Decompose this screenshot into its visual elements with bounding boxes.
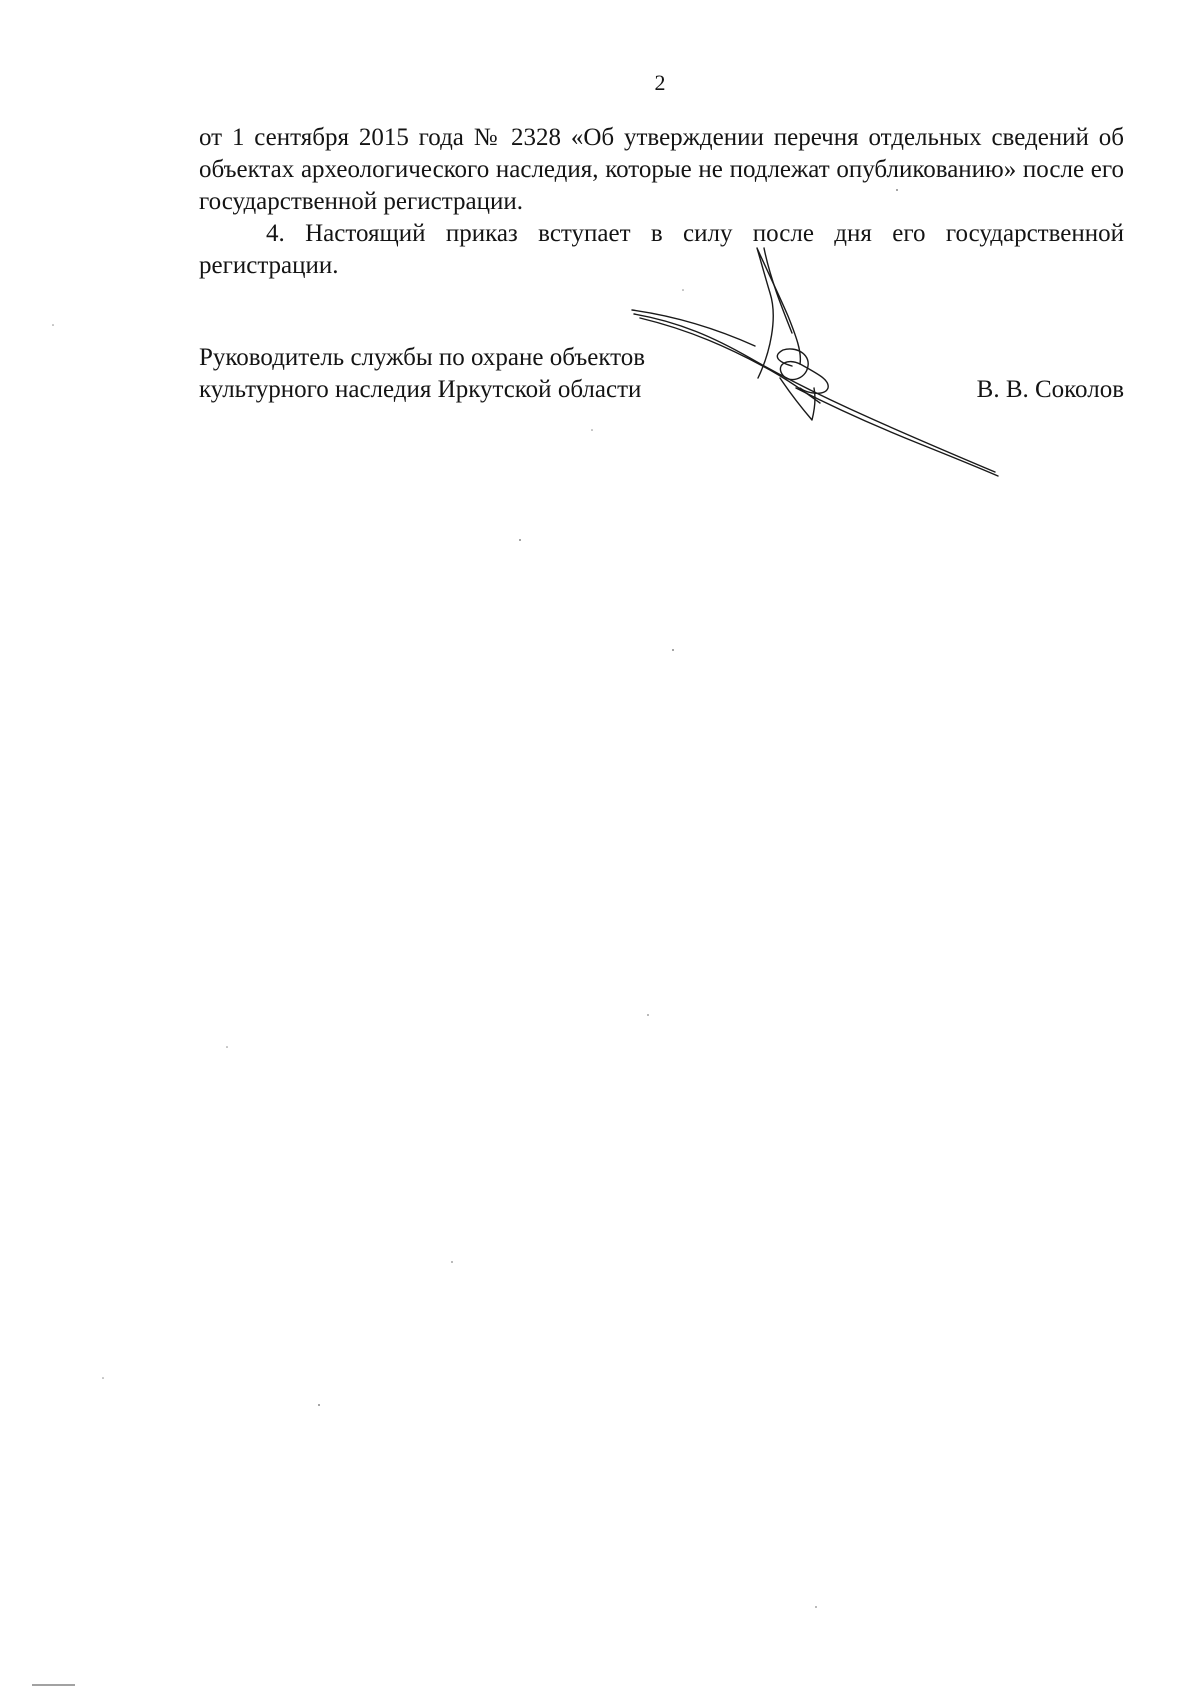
signatory-position-line-2: культурного наследия Иркутской области bbox=[199, 376, 642, 403]
signatory-position bbox=[199, 342, 645, 406]
signatory-position-line-1: Руководитель службы по охране объектов bbox=[199, 344, 646, 371]
paragraph-item-4: 4. Настоящий приказ вступает в силу после дня его государственной регистрации. bbox=[199, 220, 1124, 279]
handwritten-signature bbox=[620, 238, 1000, 518]
paragraph-continuation: от 1 сентября 2015 года № 2328 «Об утверждении перечня отдельных сведений об объектах археологического наследия, которые не подлежат опубликованию» после его государственной регистрации. bbox=[199, 124, 1124, 215]
page-number: 2 bbox=[654, 70, 666, 95]
signatory-name: В. В. Соколов bbox=[976, 376, 1124, 403]
